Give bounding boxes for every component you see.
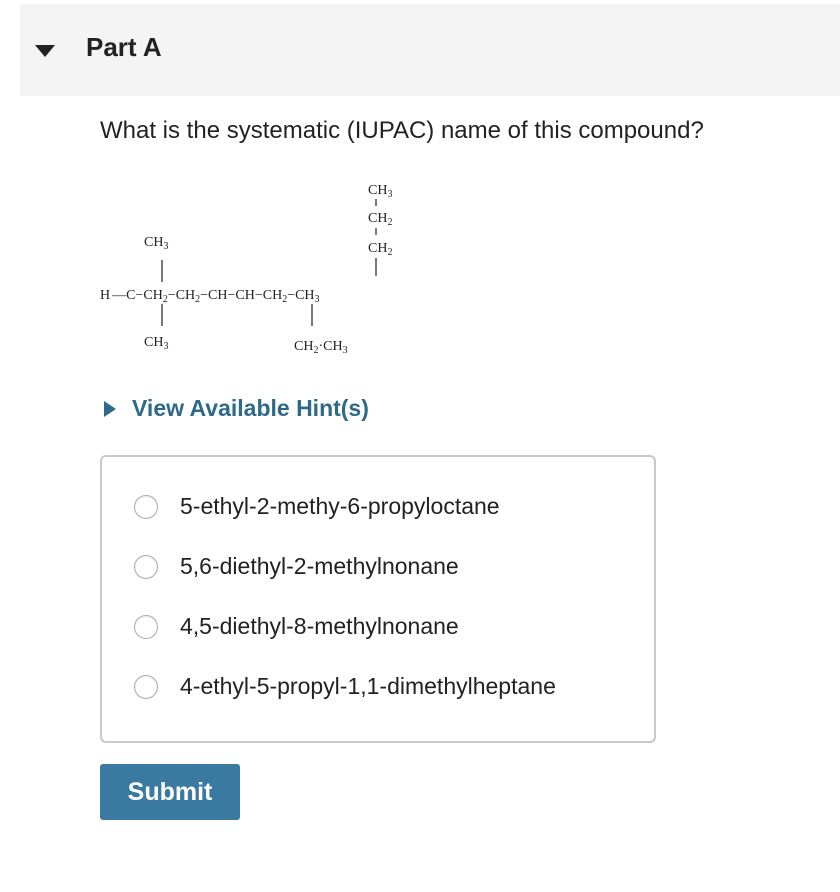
choice-option-4[interactable] <box>134 673 556 700</box>
structure-main-chain: H $—C-CH_2-CH_2-CH-CH-CH_2-CH_3$ <box>100 288 320 305</box>
choice-option-3[interactable] <box>134 613 459 640</box>
hint-label: View Available Hint(s) <box>132 395 369 421</box>
structure-top-ch2-a: $CH_2$ <box>368 211 393 228</box>
structure-left-top-ch3: $CH_3$ <box>144 235 169 252</box>
structure-left-bottom-ch3: $CH_3$ <box>144 335 169 352</box>
choice-option-1[interactable] <box>134 493 500 520</box>
answer-choices <box>100 455 656 743</box>
choice-label: 4-ethyl-5-propyl-1,1-dimethylheptane <box>180 673 556 699</box>
expand-triangle-icon <box>100 399 120 419</box>
choice-label: 4,5-diethyl-8-methylnonane <box>180 613 459 639</box>
part-title: Part A <box>86 32 162 62</box>
choice-option-2[interactable] <box>134 553 459 580</box>
radio-button[interactable] <box>134 615 158 639</box>
radio-button[interactable] <box>134 675 158 699</box>
collapse-triangle-icon[interactable] <box>30 38 60 62</box>
structure-top-ch3: $CH_3$ <box>368 183 393 200</box>
choice-label: 5-ethyl-2-methy-6-propyloctane <box>180 493 500 519</box>
choice-label: 5,6-diethyl-2-methylnonane <box>180 553 459 579</box>
view-hints-toggle[interactable] <box>100 395 369 422</box>
radio-button[interactable] <box>134 555 158 579</box>
submit-button[interactable]: Submit <box>100 764 240 820</box>
structure-top-ch2-b: $CH_2$ <box>368 241 393 258</box>
compound-structure <box>86 174 526 364</box>
question-text: What is the systematic (IUPAC) name of this compound? <box>100 117 704 144</box>
radio-button[interactable] <box>134 495 158 519</box>
structure-bottom-ethyl: $CH_2\cdot CH_3$ <box>294 339 348 356</box>
